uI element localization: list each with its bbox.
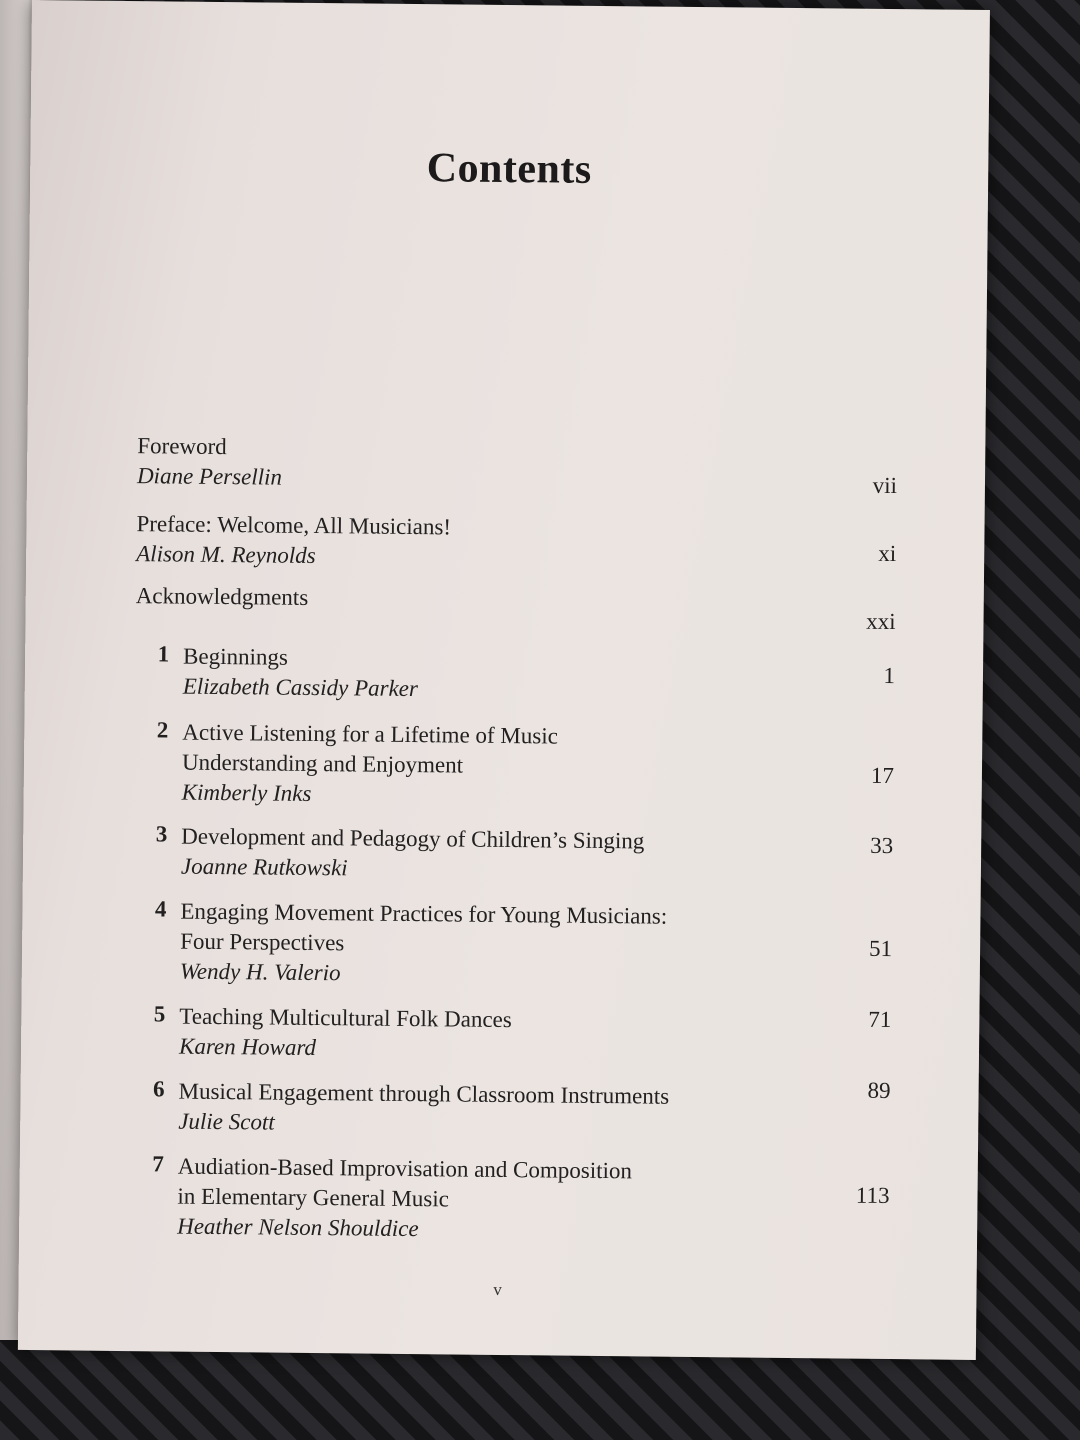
entry-page: 89 xyxy=(867,1077,891,1104)
entry-author: Heather Nelson Shouldice xyxy=(177,1213,419,1242)
book-page xyxy=(18,0,990,1360)
entry-author: Wendy H. Valerio xyxy=(179,958,341,986)
chapter-number: 7 xyxy=(152,1151,164,1177)
toc-entry-chapter-1 xyxy=(135,641,896,702)
toc-entry-chapter-2 xyxy=(134,717,895,806)
page-number: v xyxy=(493,1279,502,1299)
entry-page: vii xyxy=(872,472,898,499)
entry-page: 113 xyxy=(855,1182,890,1209)
entry-author: Kimberly Inks xyxy=(181,779,312,806)
entry-page: xxi xyxy=(866,608,896,635)
toc-entry-chapter-3 xyxy=(133,821,894,881)
chapter-number: 3 xyxy=(155,821,168,847)
entry-author: Julie Scott xyxy=(178,1108,275,1135)
toc-entry-foreword xyxy=(136,431,898,499)
entry-title-line: Engaging Movement Practices for Young Musicians: xyxy=(180,898,668,929)
toc-entry-chapter-5 xyxy=(132,1001,892,1061)
entry-title: Teaching Multicultural Folk Dances xyxy=(179,1003,512,1033)
entry-title: Musical Engagement through Classroom Instruments xyxy=(178,1078,670,1109)
entry-page: 17 xyxy=(870,762,895,789)
toc-entry-preface xyxy=(136,509,897,569)
chapter-number: 5 xyxy=(153,1001,166,1027)
toc-entry-chapter-4 xyxy=(133,896,893,986)
chapter-number: 4 xyxy=(154,896,167,922)
entry-author: Elizabeth Cassidy Parker xyxy=(182,673,419,702)
chapter-number: 1 xyxy=(157,641,170,667)
entry-title-line: Understanding and Enjoyment xyxy=(181,749,464,778)
table-of-contents xyxy=(18,0,990,1360)
entry-title-line: in Elementary General Music xyxy=(177,1183,450,1212)
chapter-number: 6 xyxy=(152,1076,165,1102)
entry-title-line: Audiation-Based Improvisation and Composition xyxy=(177,1153,633,1184)
toc-entry-chapter-6 xyxy=(131,1076,891,1135)
chapter-number: 2 xyxy=(156,717,169,743)
entry-page: xi xyxy=(878,540,897,567)
entry-title: Beginnings xyxy=(183,643,289,670)
toc-entry-acknowledgments xyxy=(135,581,896,635)
entry-author: Diane Persellin xyxy=(136,463,283,490)
entry-page: 51 xyxy=(868,935,893,962)
entry-page: 1 xyxy=(883,662,896,689)
entry-title-line: Four Perspectives xyxy=(180,928,345,956)
entry-author: Karen Howard xyxy=(178,1033,317,1061)
entry-title: Development and Pedagogy of Children’s Singing xyxy=(181,823,645,854)
entry-title-line: Active Listening for a Lifetime of Music xyxy=(182,719,559,749)
entry-title: Acknowledgments xyxy=(135,583,309,610)
toc-entry-chapter-7 xyxy=(130,1151,890,1242)
entry-title: Preface: Welcome, All Musicians! xyxy=(136,511,452,540)
entry-author: Joanne Rutkowski xyxy=(180,853,348,881)
entry-title: Foreword xyxy=(137,433,227,460)
page-title: Contents xyxy=(426,145,592,193)
entry-author: Alison M. Reynolds xyxy=(136,541,316,569)
entry-page: 33 xyxy=(870,832,894,859)
entry-page: 71 xyxy=(868,1006,892,1033)
